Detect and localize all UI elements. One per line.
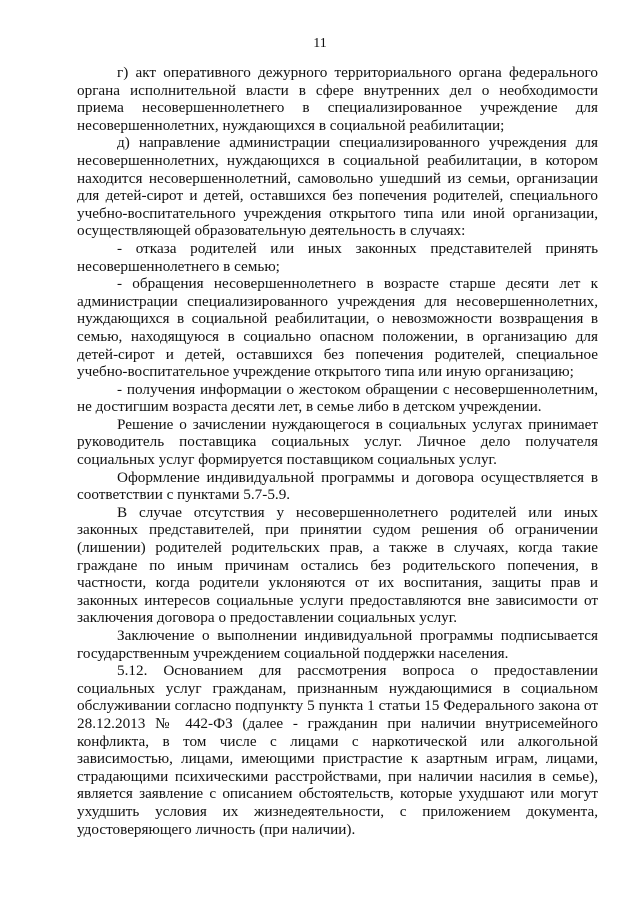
document-body	[77, 64, 598, 838]
page-number: 11	[313, 36, 327, 51]
paragraph-5-12: 5.12. Основанием для рассмотрения вопроса о предоставлении социальных услуг гражданам, признанным нуждающимися в социальном обслуживании согласно подпункту 5 пункта 1 статьи 15 Федерального закона от 28.12.2013 № 442-ФЗ (далее - гражданин при наличии внутрисемейного конфликта, в том числе с лицами с наркотической или алкогольной зависимостью, лицами, имеющими пристрастие к азартным играм, лицами, страдающими психическими расстройствами, при наличии насилия в семье), является заявление с описанием обстоятельств, которые ухудшают или могут ухудшить условия их жизнедеятельности, с приложением документа, удостоверяющего личность (при наличии).	[77, 662, 598, 838]
paragraph-program-conclusion: Заключение о выполнении индивидуальной программы подписывается государственным учреждением социальной поддержки населения.	[77, 627, 598, 662]
paragraph-bullet-appeal: - обращения несовершеннолетнего в возрасте старше десяти лет к администрации специализированного учреждения для несовершеннолетних, нуждающихся в социальной реабилитации, о невозможности возвращения в семью, находящуюся в социально опасном положении, в организацию для детей-сирот и детей, оставшихся без попечения родителей, специальное учебно-воспитательное учреждение открытого типа или иную организацию;	[77, 275, 598, 381]
paragraph-item-d: д) направление администрации специализированного учреждения для несовершеннолетних, нуждающихся в социальной реабилитации, в котором находится несовершеннолетний, самовольно ушедший из семьи, организации для детей-сирот и детей, оставшихся без попечения родителей, специального учебно-воспитательного учреждения открытого типа или иной организации, осуществляющей образовательную деятельность в случаях:	[77, 134, 598, 240]
paragraph-absence-of-parents: В случае отсутствия у несовершеннолетнего родителей или иных законных представителей, при принятии судом решения об ограничении (лишении) родителей родительских прав, а также в случаях, когда такие граждане по иным причинам остались без родительского попечения, в частности, когда родители уклоняются от их воспитания, защиты прав и законных интересов социальные услуги предоставляются вне зависимости от заключения договора о предоставлении социальных услуг.	[77, 503, 598, 627]
paragraph-bullet-refusal: - отказа родителей или иных законных представителей принять несовершеннолетнего в семью;	[77, 239, 598, 275]
paragraph-enrollment-decision: Решение о зачислении нуждающегося в социальных услугах принимает руководитель поставщика социальных услуг. Личное дело получателя социальных услуг формируется поставщиком социальных услуг.	[77, 415, 598, 469]
paragraph-item-g: г) акт оперативного дежурного территориального органа федерального органа исполнительной власти в сфере внутренних дел о необходимости приема несовершеннолетнего в специализированное учреждение для несовершеннолетних, нуждающихся в социальной реабилитации;	[77, 64, 598, 134]
paragraph-bullet-information: - получения информации о жестоком обращении с несовершеннолетним, не достигшим возраста десяти лет, в семье либо в детском учреждении.	[77, 380, 598, 416]
paragraph-program-and-contract: Оформление индивидуальной программы и договора осуществляется в соответствии с пунктами 5.7-5.9.	[77, 468, 598, 504]
